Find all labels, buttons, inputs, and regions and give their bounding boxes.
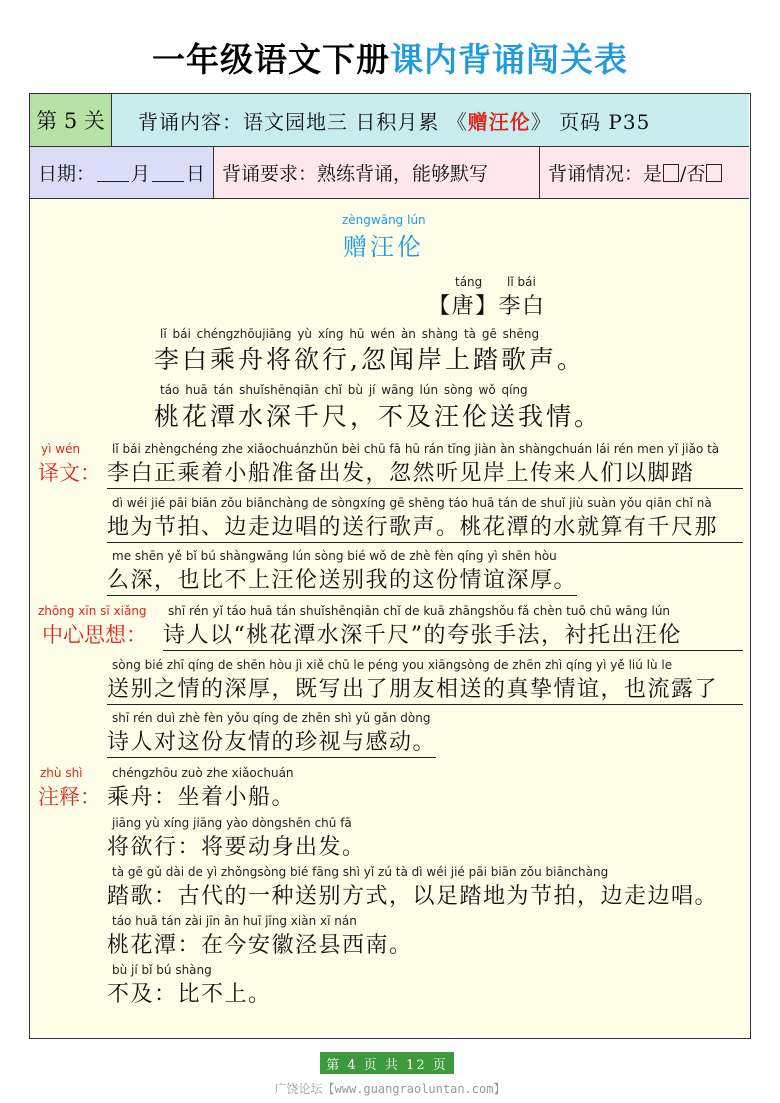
- translation-label-pinyin: yì wén: [41, 442, 81, 456]
- note-4-pinyin: táo huā tán zài jīn ān huī jīng xiàn xī nán: [112, 914, 357, 928]
- level-cell: 第 5 关: [30, 94, 112, 146]
- poem-title-pinyin: zèngwāng lún: [342, 213, 426, 227]
- theme-line-2-pinyin: sòng bié zhī qíng de shēn hòu jì xiě chū le péng you xiāngsòng de zhēn zhì qíng yì yě liú lù le: [112, 658, 673, 672]
- note-3-pinyin: tà gē gǔ dài de yì zhǒngsòng bié fāng shì yǐ zú tà dì wéi jié pāi biān zǒu biānchàng: [112, 865, 609, 879]
- yes-checkbox[interactable]: [663, 164, 679, 182]
- theme-line-2: 送别之情的深厚，既写出了朋友相送的真挚情谊，也流露了: [107, 672, 743, 705]
- date-label: 日期：: [38, 163, 96, 185]
- recitation-card: [29, 93, 751, 1039]
- poem-line-1-pinyin: lǐ bái chéngzhōujiāng yù xíng hū wén àn shàng tà gē shēng: [160, 327, 540, 341]
- poem-title: 赠汪伦: [343, 233, 424, 261]
- content-suffix: 》 页码 P35: [530, 109, 651, 134]
- content-prefix: 背诵内容：语文园地三 日积月累 《: [138, 109, 468, 134]
- note-4: 桃花潭：在今安徽泾县西南。: [107, 933, 413, 958]
- note-1: 乘舟：坐着小船。: [107, 785, 296, 810]
- translation-line-3-pinyin: me shēn yě bǐ bú shàngwāng lún sòng bié wǒ de zhè fèn qíng yì shēn hòu: [112, 549, 557, 563]
- status-cell: [540, 147, 749, 198]
- page-title-blue: 课内背诵闯关表: [390, 40, 628, 79]
- poem-line-2-pinyin: táo huā tán shuǐshēnqiān chǐ bù jí wāng lún sòng wǒ qíng: [160, 383, 528, 397]
- note-5-pinyin: bù jí bǐ bú shàng: [112, 963, 212, 977]
- footer-site: 广饶论坛【www.guangraoluntan.com】: [274, 1082, 506, 1096]
- requirement-cell: 背诵要求：熟练背诵，能够默写: [214, 147, 540, 198]
- date-cell: [30, 147, 214, 198]
- day-blank[interactable]: [152, 164, 184, 182]
- translation-label: 译文：: [38, 461, 101, 485]
- note-2-pinyin: jiāng yù xíng jiāng yào dòngshēn chū fā: [112, 816, 352, 830]
- translation-line-1: 李白正乘着小船准备出发，忽然听见岸上传来人们以脚踏: [107, 456, 743, 489]
- page-title-black: 一年级语文下册: [152, 40, 390, 79]
- translation-line-1-pinyin: lǐ bái zhèngchéng zhe xiǎochuánzhǔn bèi chū fā hū rán tīng jiàn àn shàngchuán lái rén men yǐ jiǎo tà: [112, 442, 720, 456]
- poem-line-2: 桃花潭水深千尺，不及汪伦送我情。: [154, 402, 603, 431]
- author-pinyin-dynasty: táng: [455, 275, 483, 289]
- day-label: 日: [186, 163, 206, 185]
- theme-line-3-pinyin: shī rén duì zhè fèn yǒu qíng de zhēn shì yǔ gǎn dòng: [112, 711, 431, 725]
- info-row-1: [30, 94, 749, 147]
- author-pinyin-name: lǐ bái: [507, 275, 536, 289]
- no-checkbox[interactable]: [706, 164, 722, 182]
- theme-label-pinyin: zhōng xīn sī xiǎng: [38, 604, 147, 618]
- month-label: 月: [131, 163, 151, 185]
- poem-author: 【唐】李白: [428, 294, 546, 319]
- page-title: [0, 34, 780, 81]
- poem-line-1: 李白乘舟将欲行,忽闻岸上踏歌声。: [154, 345, 585, 374]
- month-blank[interactable]: [97, 164, 129, 182]
- translation-line-3: 么深，也比不上汪伦送别我的这份情谊深厚。: [107, 563, 577, 596]
- notes-label: 注释：: [38, 785, 101, 809]
- translation-line-2: 地为节拍、边走边唱的送行歌声。桃花潭的水就算有千尺那: [107, 510, 743, 543]
- note-2: 将欲行：将要动身出发。: [107, 835, 366, 860]
- notes-label-pinyin: zhù shì: [40, 766, 83, 780]
- theme-line-1-pinyin: shī rén yǐ táo huā tán shuǐshēnqiān chǐ de kuā zhāngshǒu fǎ chèn tuō chū wāng lún: [168, 604, 671, 618]
- info-row-2: [30, 147, 749, 199]
- page-number-badge: 第 4 页 共 12 页: [320, 1052, 454, 1074]
- note-3: 踏歌：古代的一种送别方式，以足踏地为节拍，边走边唱。: [107, 884, 719, 909]
- poem-name: 赠汪伦: [467, 109, 531, 134]
- theme-line-3: 诗人对这份友情的珍视与感动。: [107, 725, 436, 758]
- status-label: 背诵情况：是: [548, 163, 663, 185]
- card-body: [30, 199, 749, 1037]
- content-cell: [112, 94, 749, 146]
- note-5: 不及：比不上。: [107, 982, 272, 1007]
- translation-line-2-pinyin: dì wéi jié pāi biān zǒu biānchàng de sòngxíng gē shēng táo huā tán de shuǐ jiù suàn yǒu qiān chǐ nà: [112, 496, 712, 510]
- theme-line-1: 诗人以“桃花潭水深千尺”的夸张手法，衬托出汪伦: [163, 618, 743, 651]
- theme-label: 中心思想：: [42, 623, 147, 647]
- status-sep: /否: [680, 163, 706, 185]
- note-1-pinyin: chéngzhōu zuò zhe xiǎochuán: [112, 766, 294, 780]
